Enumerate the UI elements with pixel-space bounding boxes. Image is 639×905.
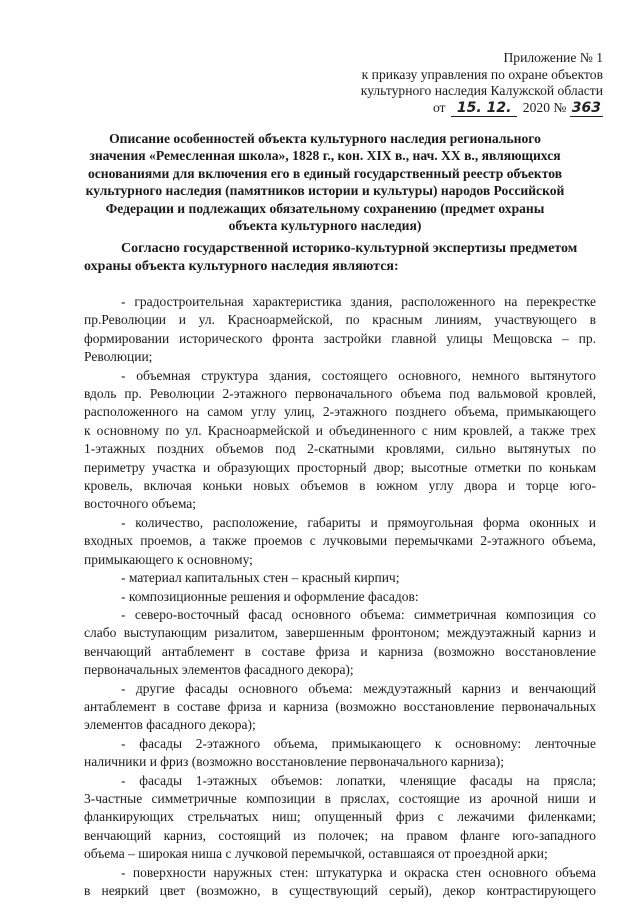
- body-line: восточного объема;: [84, 496, 197, 512]
- title-line: Описание особенностей объекта культурного наследия регионального: [109, 131, 541, 146]
- title-line: Федерации и подлежащих обязательному сохранению (предмет охраны: [105, 200, 545, 216]
- title-line: культурного наследия (памятников истории и культуры) народов Российской: [85, 183, 565, 199]
- title-line: значения «Ремесленная школа», 1828 г., кон. XIX в., нач. XX в., являющихся: [89, 148, 561, 164]
- body-line: венчающий антаблемент в составе фриза и карниза (возможно восстановление: [84, 643, 596, 659]
- body-line: 3-частные симметричные композиции в пряслах, состоящие из арочной ниши и: [84, 790, 596, 806]
- body-line: - другие фасады основного объема: междуэтажный карниз и венчающий: [121, 680, 596, 696]
- heading-line: охраны объекта культурного наследия являются:: [84, 259, 399, 274]
- body-line: входных проемов, а также проемов с лучковыми перемычками 2-этажного объема,: [84, 533, 596, 549]
- body-line: фланкирующих стрельчатых ниш; опущенный фриз с лежачими филенками;: [84, 809, 596, 825]
- heading-line: Согласно государственной историко-культурной экспертизы предметом: [121, 241, 578, 256]
- order-reference: к приказу управления по охране объектов: [361, 66, 603, 82]
- date-prefix: от: [432, 99, 446, 115]
- handwritten-date: 15. 12.: [451, 100, 517, 118]
- body-line: элементов фасадного декора);: [84, 717, 256, 733]
- body-line: первоначальных элементов фасадного декора);: [84, 662, 354, 678]
- body-line: в неяркий цвет (возможно, в существующий серый), декор контрастирующего: [84, 883, 596, 898]
- body-line: Революции;: [84, 349, 153, 365]
- body-line: вдоль пр. Революции 2-этажного первоначального объема под вальмовой кровлей,: [84, 386, 596, 402]
- body-line: слабо выступающим ризалитом, завершенным фронтоном; междуэтажный карниз и: [84, 625, 596, 641]
- body-line: наличники и фриз (возможно восстановление первоначального карниза);: [84, 754, 505, 770]
- document-title: [70, 130, 580, 234]
- year-number-label: 2020 №: [522, 99, 567, 115]
- body-line: к основному по ул. Красноармейской и объединенного с ним кровлей, а также трех: [84, 422, 596, 438]
- body-line: пр.Революции и ул. Красноармейской, по красным линиям, участвующего в: [84, 312, 596, 328]
- body-line: - поверхности наружных стен: штукатурка и окраска стен основного объема: [121, 864, 596, 880]
- body-line: объема – широкая ниша с лучковой перемычкой, оставшаяся от проездной арки;: [84, 846, 548, 862]
- body-line: венчающий карниз, состоящий из полочек; на правом фланге юго-западного: [84, 827, 596, 843]
- body-line: - объемная структура здания, состоящего основного, немного вытянутого: [121, 367, 596, 383]
- title-line: основаниями для включения его в единый государственный реестр объектов: [87, 165, 563, 181]
- body-line: - композиционные решения и оформление фасадов:: [121, 588, 419, 604]
- body-line: антаблемент в составе фриза и карниза (возможно восстановление первоначальных: [84, 698, 596, 714]
- title-line: объекта культурного наследия): [228, 218, 422, 234]
- body-line: кровель, включая коньки новых объемов в южном углу двора и торце юго-: [84, 478, 596, 494]
- body-line: - градостроительная характеристика здания, расположенного на перекрестке: [121, 294, 596, 309]
- authority-name: культурного наследия Калужской области: [360, 83, 603, 98]
- body-line: - количество, расположение, габариты и прямоугольная форма оконных и: [121, 514, 596, 530]
- document-body: [84, 293, 596, 900]
- body-line: формировании исторического фронта застройки главной улицы Мещовска – пр.: [84, 330, 596, 346]
- body-line: - северо-восточный фасад основного объема: симметричная композиция со: [121, 606, 596, 622]
- body-line: - фасады 2-этажного объема, примыкающего к основному: ленточные: [121, 735, 596, 751]
- body-line: периметру участка и образующих просторный двор; высотные отметки по конькам: [84, 459, 596, 475]
- body-line: 1-этажных поздних объемов под 2-скатными кровлями, сильно вытянутых по: [84, 441, 596, 457]
- section-heading: [84, 240, 596, 276]
- appendix-header: [303, 50, 603, 117]
- order-date-line: [303, 100, 603, 118]
- body-line: примыкающего к основному;: [84, 551, 253, 567]
- appendix-number: Приложение № 1: [503, 50, 603, 65]
- body-line: - фасады 1-этажных объемов: лопатки, членящие фасады на прясла;: [121, 772, 596, 788]
- handwritten-number: 363: [571, 99, 601, 116]
- body-line: - материал капитальных стен – красный кирпич;: [121, 570, 400, 586]
- body-line: расположенного на самом углу улиц, 2-этажного позднего объема, примыкающего: [84, 404, 596, 420]
